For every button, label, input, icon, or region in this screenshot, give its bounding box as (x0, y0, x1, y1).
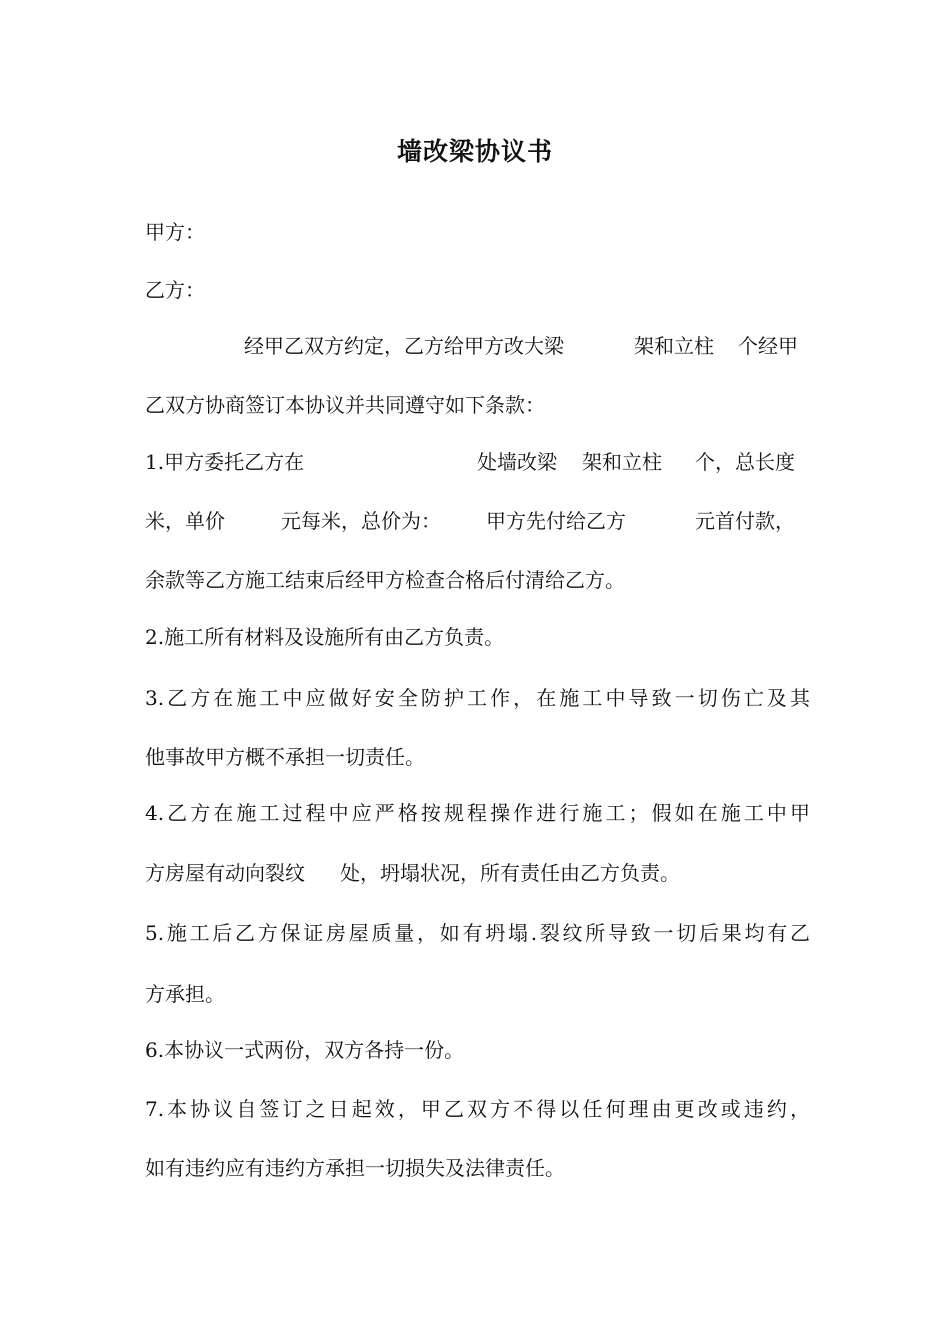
clause1-line1-part4: 个，总长度 (695, 450, 795, 474)
intro-line1-part1: 经甲乙双方约定，乙方给甲方改大梁 (244, 334, 564, 358)
party-a-label: 甲方： (145, 220, 205, 244)
clause1-line1-part1: 1.甲方委托乙方在 (145, 450, 305, 474)
intro-line1-part3: 个经甲 (738, 334, 798, 358)
clause1-line1-part2: 处墙改梁 (477, 450, 557, 474)
clause1-line3: 余款等乙方施工结束后经甲方检查合格后付清给乙方。 (145, 568, 625, 592)
clause4-line1: 4.乙方在施工过程中应严格按规程操作进行施工；假如在施工中甲 (145, 801, 810, 825)
clause1-line1-part3: 架和立柱 (582, 450, 662, 474)
party-b-label: 乙方： (145, 278, 205, 302)
clause5-line1: 5.施工后乙方保证房屋质量，如有坍塌.裂纹所导致一切后果均有乙 (145, 921, 810, 945)
clause4-line2-part2: 处，坍塌状况，所有责任由乙方负责。 (340, 861, 680, 885)
intro-line1-part2: 架和立柱 (634, 334, 714, 358)
clause1-line2-part2: 元每米，总价为： (281, 509, 441, 533)
clause1-line2-part1: 米，单价 (145, 509, 225, 533)
clause1-line2-part4: 元首付款， (695, 509, 795, 533)
clause6: 6.本协议一式两份，双方各持一份。 (145, 1038, 465, 1062)
clause3-line1: 3.乙方在施工中应做好安全防护工作，在施工中导致一切伤亡及其 (145, 686, 810, 710)
intro-line2: 乙双方协商签订本协议并共同遵守如下条款： (145, 393, 545, 417)
clause5-line2: 方承担。 (145, 982, 225, 1006)
clause4-line2-part1: 方房屋有动向裂纹 (145, 861, 305, 885)
document-title: 墙改梁协议书 (396, 137, 553, 166)
clause1-line2-part3: 甲方先付给乙方 (486, 509, 626, 533)
clause2: 2.施工所有材料及设施所有由乙方负责。 (145, 625, 505, 649)
clause7-line2: 如有违约应有违约方承担一切损失及法律责任。 (145, 1156, 565, 1180)
clause3-line2: 他事故甲方概不承担一切责任。 (145, 745, 425, 769)
clause7-line1: 7.本协议自签订之日起效，甲乙双方不得以任何理由更改或违约， (145, 1097, 810, 1121)
